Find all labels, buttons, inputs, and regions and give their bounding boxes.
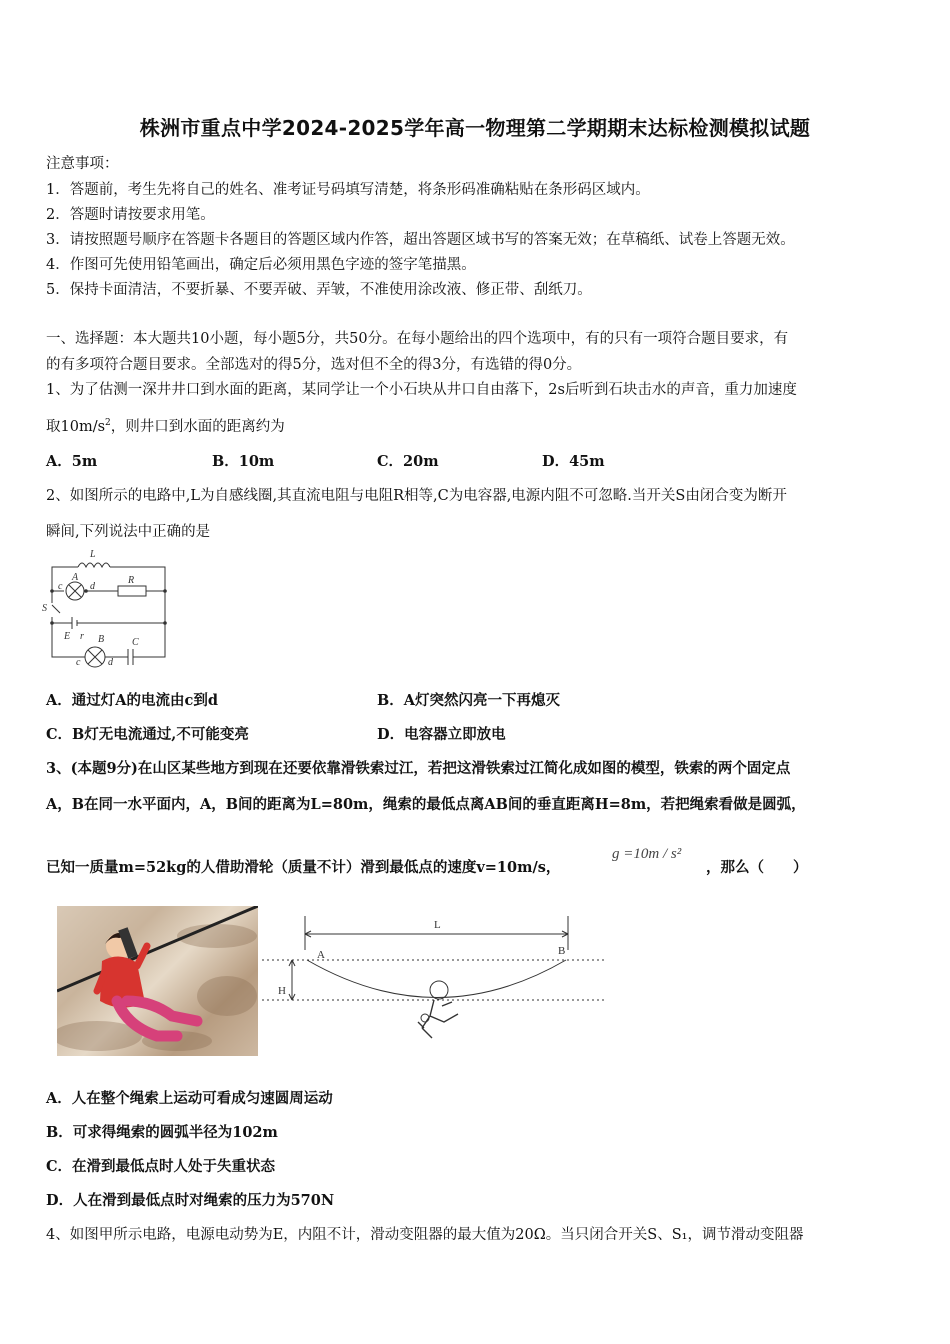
- question-1-text: 1、为了估测一深井井口到水面的距离，某同学让一个小石块从井口自由落下，2s后听到石块击水的声音，重力加速度: [46, 382, 797, 398]
- zipline-photo: [57, 906, 258, 1056]
- label-C: C: [132, 637, 139, 648]
- label-point-B: B: [558, 945, 566, 957]
- question-2-option-b[interactable]: B．A灯突然闪亮一下再熄灭: [377, 692, 561, 709]
- question-3-text: 3、(本题9分)在山区某些地方到现在还要依靠滑铁索过江，若把这滑铁索过江简化成如图的模型，铁索的两个固定点: [46, 760, 791, 777]
- question-1-option-a[interactable]: A．5m: [46, 453, 98, 470]
- label-H-height: H: [278, 985, 286, 997]
- section-intro: 的有多项符合题目要求。全部选对的得5分，选对但不全的得3分，有选错的得0分。: [46, 357, 582, 373]
- notice-item: 5．保持卡面清洁，不要折暴、不要弄破、弄皱，不准使用涂改液、修正带、刮纸刀。: [46, 282, 592, 298]
- section-intro: 一、选择题：本大题共10小题，每小题5分，共50分。在每小题给出的四个选项中，有的只有一项符合题目要求，有: [46, 331, 789, 347]
- label-r: r: [80, 631, 84, 642]
- gravity-formula: g =10m / s²: [612, 846, 682, 862]
- question-4-text: 4、如图甲所示电路，电源电动势为E，内阻不计，滑动变阻器的最大值为20Ω。当只闭合开关S、S₁，调节滑动变阻器: [46, 1227, 804, 1243]
- notice-item: 4．作图可先使用铅笔画出，确定后必须用黑色字迹的签字笔描黑。: [46, 257, 476, 273]
- label-point-A: A: [317, 949, 325, 961]
- label-d2: d: [108, 657, 113, 668]
- label-c: c: [58, 581, 63, 592]
- label-A: A: [72, 572, 79, 583]
- zipline-model-diagram: [262, 910, 607, 1055]
- label-E: E: [64, 631, 71, 642]
- label-S: S: [42, 603, 47, 614]
- notice-item: 2．答题时请按要求用笔。: [46, 207, 215, 223]
- notice-item: 1．答题前，考生先将自己的姓名、准考证号码填写清楚，将条形码准确粘贴在条形码区域内。: [46, 182, 650, 198]
- page-title: 株洲市重点中学2024-2025学年高一物理第二学期期末达标检测模拟试题: [139, 116, 811, 140]
- question-3-option-c[interactable]: C．在滑到最低点时人处于失重状态: [46, 1158, 276, 1175]
- question-1-option-d[interactable]: D．45m: [542, 453, 605, 470]
- circuit-diagram: [40, 545, 180, 670]
- question-3-text: A，B在同一水平面内，A，B间的距离为L=80m，绳索的最低点离AB间的垂直距离H=8m，若把绳索看做是圆弧，: [46, 796, 806, 813]
- label-c2: c: [76, 657, 81, 668]
- question-3-text: ，那么（ ）: [706, 859, 808, 876]
- question-2-option-d[interactable]: D．电容器立即放电: [377, 726, 506, 743]
- label-B: B: [98, 634, 105, 645]
- label-R: R: [128, 575, 135, 586]
- question-3-option-b[interactable]: B．可求得绳索的圆弧半径为102m: [46, 1124, 278, 1141]
- question-1-text: 取$10m/s^2$，则井口到水面的距离约为: [46, 418, 285, 435]
- notice-item: 3．请按照题号顺序在答题卡各题目的答题区域内作答，超出答题区域书写的答案无效；在草稿纸、试卷上答题无效。: [46, 232, 795, 248]
- question-1-option-c[interactable]: C．20m: [377, 453, 439, 470]
- question-2-text: 2、如图所示的电路中,L为自感线圈,其直流电阻与电阻R相等,C为电容器,电源内阻不可忽略.当开关S由闭合变为断开: [46, 488, 787, 504]
- label-L-length: L: [434, 919, 441, 931]
- label-d: d: [90, 581, 95, 592]
- question-2-text: 瞬间,下列说法中正确的是: [46, 524, 211, 540]
- notice-heading: 注意事项：: [46, 156, 119, 172]
- question-1-option-b[interactable]: B．10m: [212, 453, 275, 470]
- question-2-option-a[interactable]: A．通过灯A的电流由c到d: [46, 692, 218, 709]
- question-3-option-d[interactable]: D．人在滑到最低点时对绳索的压力为570N: [46, 1192, 335, 1209]
- question-2-option-c[interactable]: C．B灯无电流通过,不可能变亮: [46, 726, 249, 743]
- question-3-text: 已知一质量m=52kg的人借助滑轮（质量不计）滑到最低点的速度v=10m/s，: [46, 859, 561, 876]
- question-3-option-a[interactable]: A．人在整个绳索上运动可看成匀速圆周运动: [46, 1090, 333, 1107]
- label-L: L: [90, 549, 96, 560]
